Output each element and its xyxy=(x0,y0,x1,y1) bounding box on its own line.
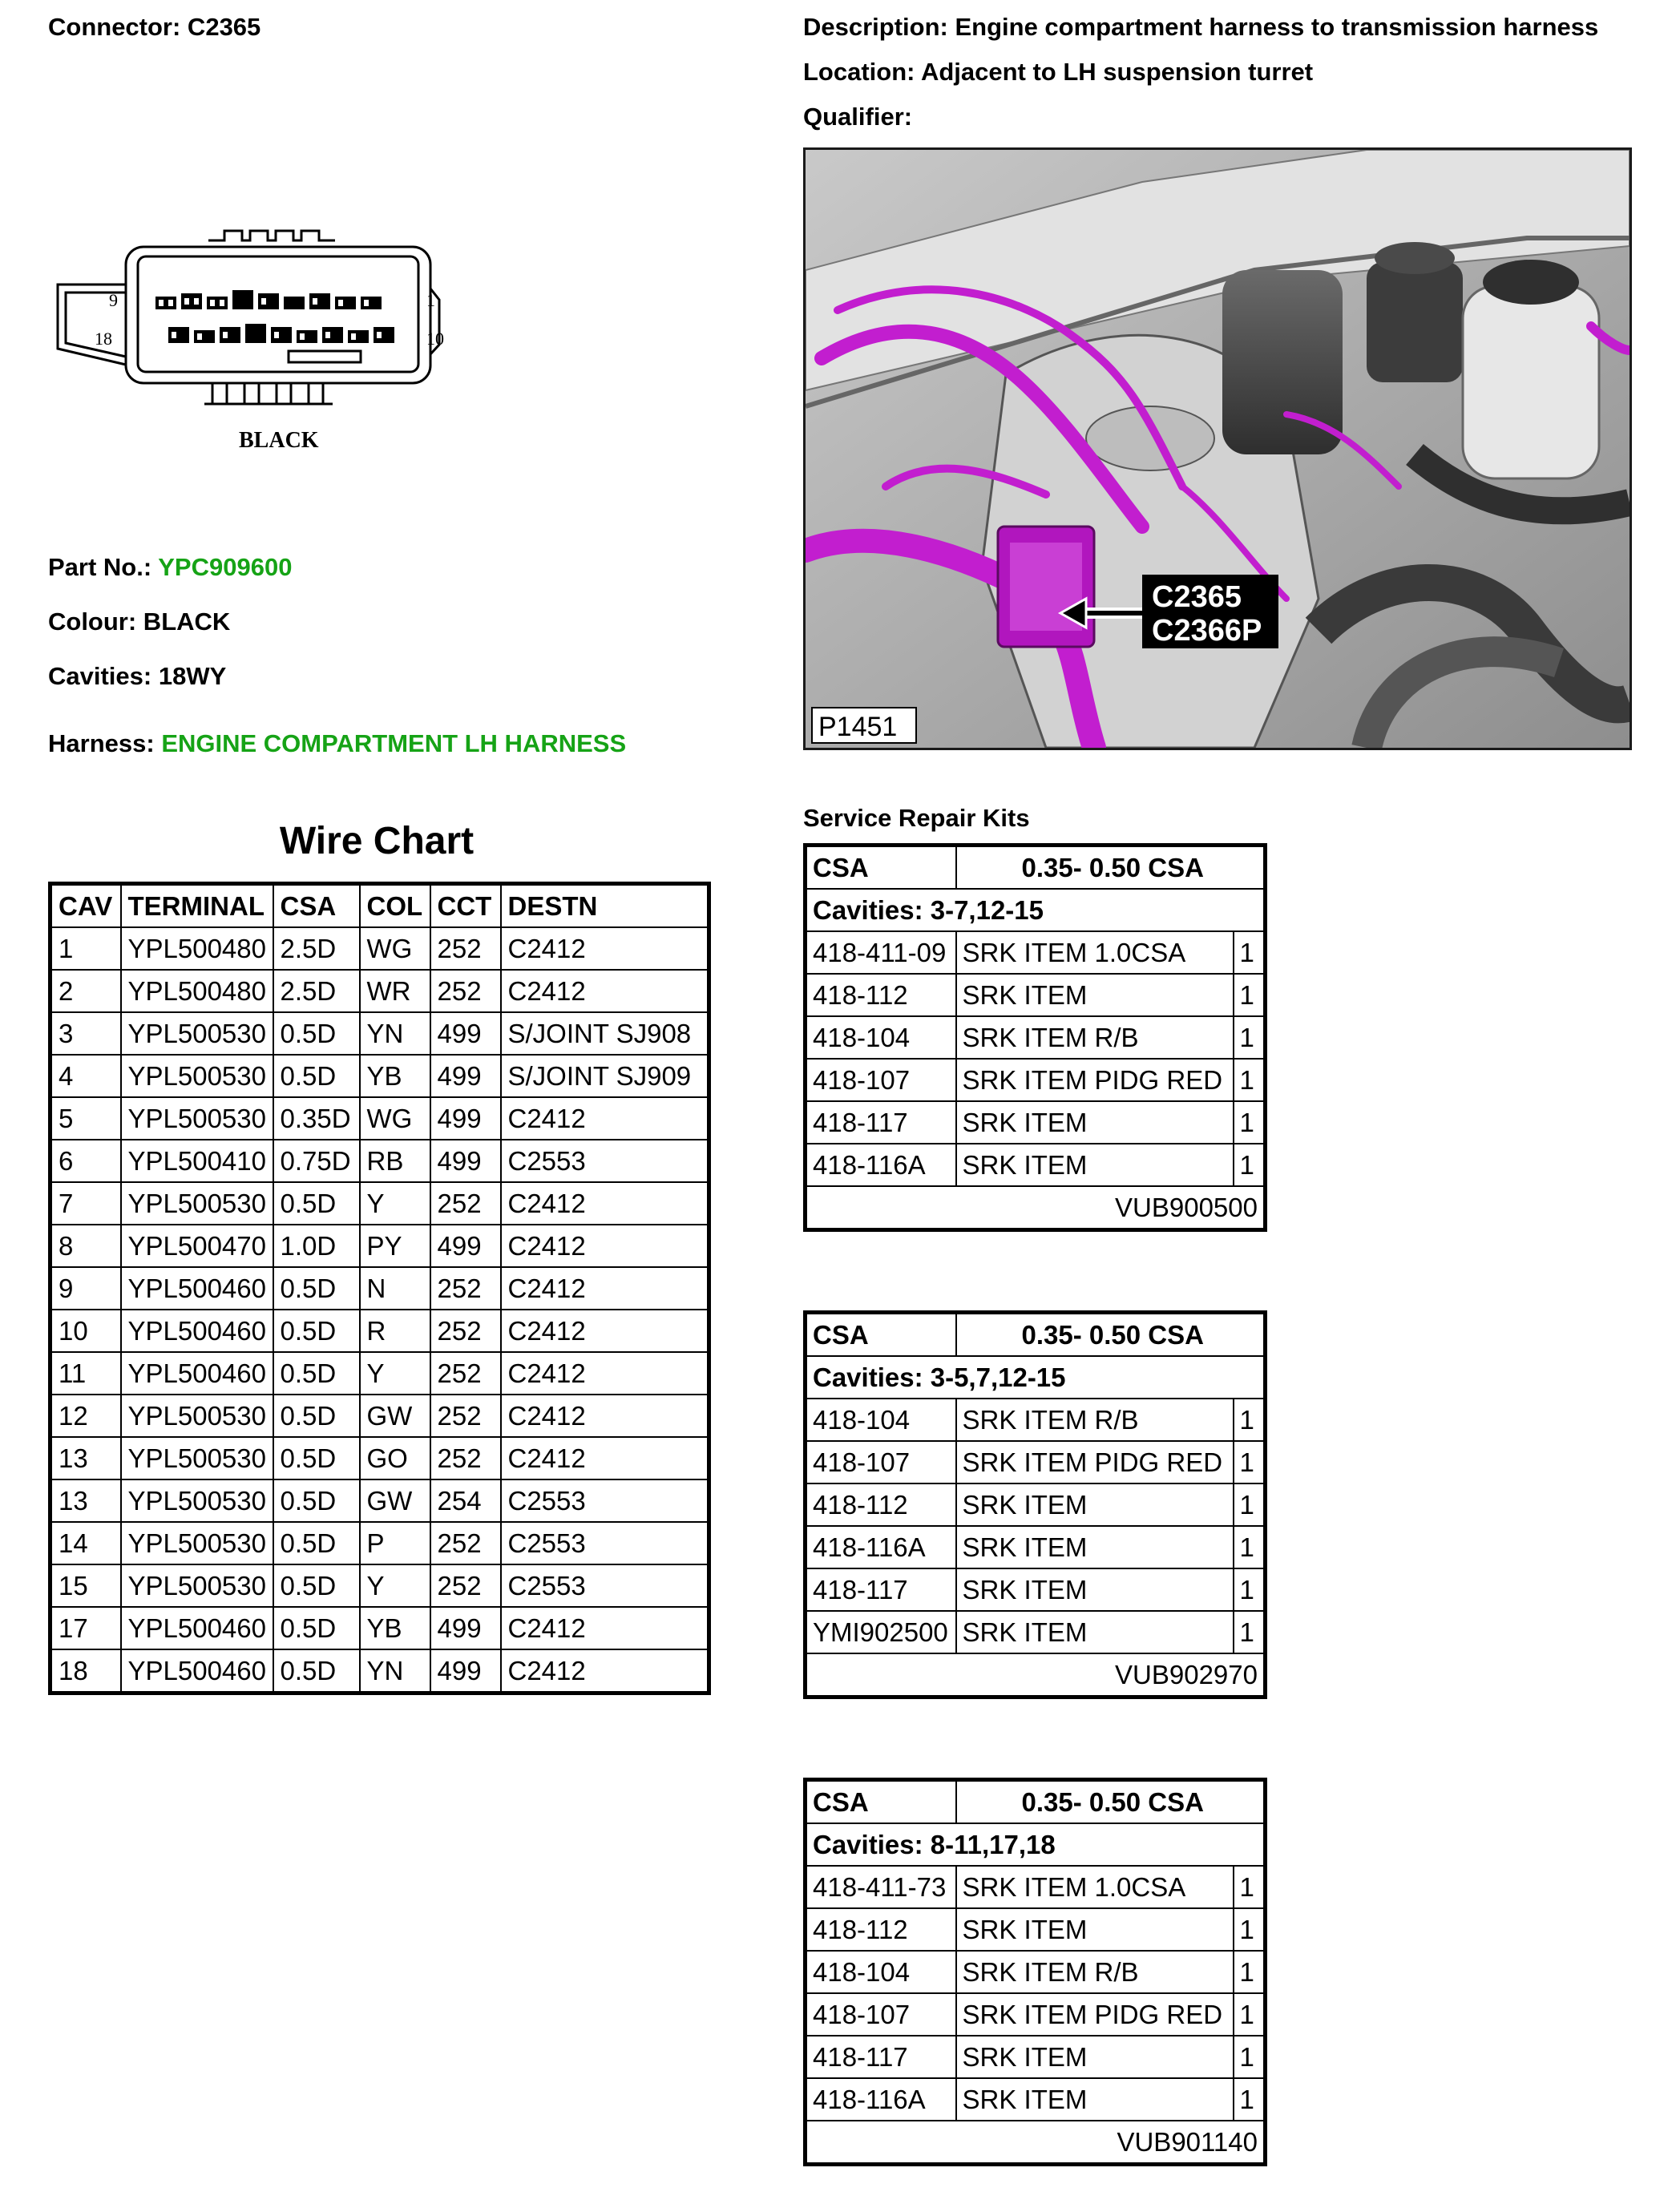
wire-chart-title: Wire Chart xyxy=(279,820,475,862)
cell-csa: 0.5D xyxy=(273,1055,360,1097)
cell-csa: 0.5D xyxy=(273,1267,360,1310)
connector-label: Connector: C2365 xyxy=(48,13,261,41)
kit-number-row xyxy=(806,2121,1266,2165)
cell-terminal: YPL500460 xyxy=(121,1310,273,1352)
kit-csa-value: 0.35- 0.50 CSA xyxy=(956,846,1266,890)
cell-cct: 252 xyxy=(430,1352,501,1395)
cell-csa: 0.75D xyxy=(273,1140,360,1182)
cell-csa: 0.5D xyxy=(273,1182,360,1225)
cell-csa: 0.5D xyxy=(273,1649,360,1693)
kit-item-row xyxy=(806,1016,1266,1059)
cell-cct: 252 xyxy=(430,1267,501,1310)
kit-item-part: 418-107 xyxy=(806,1441,956,1483)
cell-cav: 5 xyxy=(50,1097,121,1140)
kit-item-desc: SRK ITEM R/B xyxy=(956,1016,1234,1059)
cell-csa: 0.5D xyxy=(273,1564,360,1607)
kit-item-qty: 1 xyxy=(1234,931,1266,974)
cell-cct: 252 xyxy=(430,1437,501,1479)
cell-col: PY xyxy=(360,1225,430,1267)
kit-item-part: 418-112 xyxy=(806,974,956,1016)
cell-cct: 499 xyxy=(430,1225,501,1267)
kit-cavities: Cavities: 3-7,12-15 xyxy=(806,889,1266,931)
kit-item-desc: SRK ITEM xyxy=(956,1483,1234,1526)
kit-item-desc: SRK ITEM R/B xyxy=(956,1399,1234,1441)
cell-cct: 254 xyxy=(430,1479,501,1522)
kit-item-row xyxy=(806,1993,1266,2036)
kit-item-part: 418-411-73 xyxy=(806,1866,956,1908)
cell-terminal: YPL500530 xyxy=(121,1012,273,1055)
cell-csa: 0.5D xyxy=(273,1522,360,1564)
kit-item-row xyxy=(806,1483,1266,1526)
cell-destn: S/JOINT SJ908 xyxy=(501,1012,709,1055)
cell-cav: 11 xyxy=(50,1352,121,1395)
cell-csa: 0.5D xyxy=(273,1607,360,1649)
kit-item-qty: 1 xyxy=(1234,1993,1266,2036)
col-col-header: COL xyxy=(360,884,430,928)
kit-item-row xyxy=(806,1441,1266,1483)
cell-terminal: YPL500530 xyxy=(121,1522,273,1564)
cell-destn: C2553 xyxy=(501,1479,709,1522)
part-number-value: YPC909600 xyxy=(158,553,293,581)
kit-item-row xyxy=(806,1611,1266,1653)
kit-item-part: 418-116A xyxy=(806,1144,956,1186)
cell-csa: 0.5D xyxy=(273,1310,360,1352)
cell-terminal: YPL500530 xyxy=(121,1097,273,1140)
engine-bay-illustration xyxy=(806,150,1630,748)
colour-label: Colour: BLACK xyxy=(48,608,231,636)
col-cct-header: CCT xyxy=(430,884,501,928)
cell-destn: C2412 xyxy=(501,1649,709,1693)
cell-destn: C2553 xyxy=(501,1564,709,1607)
kit-csa-row xyxy=(806,846,1266,890)
kit-csa-row xyxy=(806,1780,1266,1824)
cell-csa: 2.5D xyxy=(273,927,360,970)
kit-item-part: 418-112 xyxy=(806,1483,956,1526)
cell-cav: 9 xyxy=(50,1267,121,1310)
cell-cct: 252 xyxy=(430,1395,501,1437)
cell-terminal: YPL500530 xyxy=(121,1437,273,1479)
cell-csa: 0.5D xyxy=(273,1352,360,1395)
kit-item-qty: 1 xyxy=(1234,1526,1266,1568)
kit-item-qty: 1 xyxy=(1234,1399,1266,1441)
cell-col: RB xyxy=(360,1140,430,1182)
cell-terminal: YPL500460 xyxy=(121,1267,273,1310)
kit-item-row xyxy=(806,931,1266,974)
kit-number-row xyxy=(806,1186,1266,1230)
kit-cavities: Cavities: 8-11,17,18 xyxy=(806,1823,1266,1866)
location-label: Location: Adjacent to LH suspension turret xyxy=(803,58,1314,86)
kit-number: VUB902970 xyxy=(806,1653,1266,1697)
kit-item-desc: SRK ITEM xyxy=(956,1568,1234,1611)
cell-col: YN xyxy=(360,1012,430,1055)
kit-item-row xyxy=(806,1866,1266,1908)
cell-cav: 6 xyxy=(50,1140,121,1182)
kit-item-part: 418-116A xyxy=(806,2078,956,2121)
cell-cct: 499 xyxy=(430,1140,501,1182)
connector-face-diagram xyxy=(48,216,449,473)
cell-cav: 13 xyxy=(50,1479,121,1522)
cell-col: Y xyxy=(360,1564,430,1607)
table-row xyxy=(50,1607,709,1649)
kit-item-desc: SRK ITEM PIDG RED xyxy=(956,1993,1234,2036)
kit-item-part: 418-117 xyxy=(806,1101,956,1144)
kit-item-row xyxy=(806,2078,1266,2121)
description-label: Description: Engine compartment harness to transmission harness xyxy=(803,13,1599,41)
kit-item-desc: SRK ITEM xyxy=(956,2036,1234,2078)
kit-item-row xyxy=(806,1399,1266,1441)
cavities-label: Cavities: 18WY xyxy=(48,662,227,690)
cell-destn: C2412 xyxy=(501,1395,709,1437)
table-row xyxy=(50,1097,709,1140)
cell-cct: 499 xyxy=(430,1649,501,1693)
repair-kit-table xyxy=(803,1778,1267,2166)
kit-item-part: 418-117 xyxy=(806,2036,956,2078)
cell-terminal: YPL500460 xyxy=(121,1352,273,1395)
kit-csa-label: CSA xyxy=(806,846,956,890)
cell-cct: 252 xyxy=(430,1182,501,1225)
photo-callout-c2365: C2365 xyxy=(1152,580,1242,614)
table-row xyxy=(50,1310,709,1352)
cell-col: YB xyxy=(360,1607,430,1649)
cell-cav: 13 xyxy=(50,1437,121,1479)
col-csa-header: CSA xyxy=(273,884,360,928)
cell-col: P xyxy=(360,1522,430,1564)
cell-cav: 2 xyxy=(50,970,121,1012)
kit-item-desc: SRK ITEM xyxy=(956,1144,1234,1186)
harness xyxy=(48,729,626,758)
cell-destn: C2412 xyxy=(501,1267,709,1310)
kit-item-row xyxy=(806,1059,1266,1101)
cell-col: GO xyxy=(360,1437,430,1479)
table-row xyxy=(50,1055,709,1097)
cell-terminal: YPL500470 xyxy=(121,1225,273,1267)
kit-item-desc: SRK ITEM xyxy=(956,1526,1234,1568)
cell-cav: 17 xyxy=(50,1607,121,1649)
cell-cct: 252 xyxy=(430,927,501,970)
cell-csa: 2.5D xyxy=(273,970,360,1012)
kit-item-part: 418-107 xyxy=(806,1993,956,2036)
table-row xyxy=(50,1395,709,1437)
kit-item-part: 418-104 xyxy=(806,1399,956,1441)
kit-number: VUB901140 xyxy=(806,2121,1266,2165)
kit-item-desc: SRK ITEM R/B xyxy=(956,1951,1234,1993)
kit-item-desc: SRK ITEM PIDG RED xyxy=(956,1441,1234,1483)
wire-chart-table xyxy=(48,882,711,1695)
col-destn-header: DESTN xyxy=(501,884,709,928)
cell-cct: 252 xyxy=(430,1310,501,1352)
cell-destn: C2412 xyxy=(501,1607,709,1649)
kit-item-desc: SRK ITEM xyxy=(956,1611,1234,1653)
kit-item-part: 418-112 xyxy=(806,1908,956,1951)
cell-col: WR xyxy=(360,970,430,1012)
cell-csa: 0.5D xyxy=(273,1395,360,1437)
kit-item-row xyxy=(806,974,1266,1016)
kit-item-qty: 1 xyxy=(1234,1059,1266,1101)
kit-item-part: 418-116A xyxy=(806,1526,956,1568)
kit-item-part: 418-411-09 xyxy=(806,931,956,974)
table-row xyxy=(50,1437,709,1479)
cell-terminal: YPL500410 xyxy=(121,1140,273,1182)
col-cav-header: CAV xyxy=(50,884,121,928)
kit-item-row xyxy=(806,1568,1266,1611)
repair-kit-table xyxy=(803,1310,1267,1699)
kit-number-row xyxy=(806,1653,1266,1697)
cell-terminal: YPL500530 xyxy=(121,1564,273,1607)
cell-col: R xyxy=(360,1310,430,1352)
pin-9-label: 9 xyxy=(109,290,118,310)
harness-value: ENGINE COMPARTMENT LH HARNESS xyxy=(161,729,627,757)
kit-item-desc: SRK ITEM xyxy=(956,1101,1234,1144)
kit-item-row xyxy=(806,1101,1266,1144)
cell-terminal: YPL500530 xyxy=(121,1395,273,1437)
pin-18-label: 18 xyxy=(95,329,112,349)
cell-cav: 4 xyxy=(50,1055,121,1097)
cell-col: WG xyxy=(360,927,430,970)
cell-destn: C2412 xyxy=(501,970,709,1012)
kit-number: VUB900500 xyxy=(806,1186,1266,1230)
pin-10-label: 10 xyxy=(426,329,444,349)
cell-destn: C2553 xyxy=(501,1522,709,1564)
kit-csa-label: CSA xyxy=(806,1313,956,1357)
kit-item-qty: 1 xyxy=(1234,1101,1266,1144)
cell-csa: 0.5D xyxy=(273,1479,360,1522)
kit-item-desc: SRK ITEM xyxy=(956,974,1234,1016)
kit-item-part: YMI902500 xyxy=(806,1611,956,1653)
kit-cavities-row xyxy=(806,1823,1266,1866)
harness-label: Harness: xyxy=(48,729,155,757)
kit-cavities-row xyxy=(806,889,1266,931)
kit-item-qty: 1 xyxy=(1234,1483,1266,1526)
cell-destn: S/JOINT SJ909 xyxy=(501,1055,709,1097)
table-row xyxy=(50,970,709,1012)
kit-item-row xyxy=(806,1951,1266,1993)
kit-item-desc: SRK ITEM 1.0CSA xyxy=(956,1866,1234,1908)
kit-item-desc: SRK ITEM PIDG RED xyxy=(956,1059,1234,1101)
cell-terminal: YPL500530 xyxy=(121,1055,273,1097)
cell-destn: C2553 xyxy=(501,1140,709,1182)
pin-1-label: 1 xyxy=(426,290,435,310)
cell-cct: 252 xyxy=(430,1564,501,1607)
cell-col: YB xyxy=(360,1055,430,1097)
table-row xyxy=(50,1140,709,1182)
cell-cav: 18 xyxy=(50,1649,121,1693)
cell-cct: 499 xyxy=(430,1055,501,1097)
cell-terminal: YPL500530 xyxy=(121,1479,273,1522)
cell-destn: C2412 xyxy=(501,1182,709,1225)
cell-col: Y xyxy=(360,1352,430,1395)
kit-item-qty: 1 xyxy=(1234,1568,1266,1611)
table-row xyxy=(50,1352,709,1395)
cell-col: N xyxy=(360,1267,430,1310)
kit-item-qty: 1 xyxy=(1234,1144,1266,1186)
kit-item-row xyxy=(806,2036,1266,2078)
kit-item-qty: 1 xyxy=(1234,1908,1266,1951)
col-terminal-header: TERMINAL xyxy=(121,884,273,928)
connector-colour-caption: BLACK xyxy=(239,428,319,453)
kit-item-desc: SRK ITEM xyxy=(956,1908,1234,1951)
cell-csa: 0.35D xyxy=(273,1097,360,1140)
cell-cct: 252 xyxy=(430,970,501,1012)
cell-cav: 10 xyxy=(50,1310,121,1352)
cell-csa: 0.5D xyxy=(273,1012,360,1055)
cell-cav: 3 xyxy=(50,1012,121,1055)
kit-csa-value: 0.35- 0.50 CSA xyxy=(956,1780,1266,1824)
cell-cct: 499 xyxy=(430,1097,501,1140)
table-row xyxy=(50,1267,709,1310)
kit-csa-value: 0.35- 0.50 CSA xyxy=(956,1313,1266,1357)
cell-csa: 1.0D xyxy=(273,1225,360,1267)
cell-destn: C2412 xyxy=(501,927,709,970)
cell-terminal: YPL500530 xyxy=(121,1182,273,1225)
kit-csa-row xyxy=(806,1313,1266,1357)
cell-cct: 252 xyxy=(430,1522,501,1564)
cell-cav: 12 xyxy=(50,1395,121,1437)
cell-terminal: YPL500460 xyxy=(121,1607,273,1649)
kit-item-qty: 1 xyxy=(1234,2036,1266,2078)
kit-item-desc: SRK ITEM 1.0CSA xyxy=(956,931,1234,974)
cell-cav: 14 xyxy=(50,1522,121,1564)
kit-item-qty: 1 xyxy=(1234,1441,1266,1483)
table-row xyxy=(50,1479,709,1522)
table-row xyxy=(50,1522,709,1564)
repair-kit-table xyxy=(803,843,1267,1232)
cell-col: Y xyxy=(360,1182,430,1225)
cell-cav: 8 xyxy=(50,1225,121,1267)
cell-destn: C2412 xyxy=(501,1225,709,1267)
kit-item-part: 418-117 xyxy=(806,1568,956,1611)
qualifier-label: Qualifier: xyxy=(803,103,913,131)
kit-cavities: Cavities: 3-5,7,12-15 xyxy=(806,1356,1266,1399)
part-number xyxy=(48,553,292,582)
kit-item-qty: 1 xyxy=(1234,1611,1266,1653)
cell-destn: C2412 xyxy=(501,1310,709,1352)
cell-col: WG xyxy=(360,1097,430,1140)
cell-destn: C2412 xyxy=(501,1437,709,1479)
kit-item-row xyxy=(806,1908,1266,1951)
cell-col: YN xyxy=(360,1649,430,1693)
cell-destn: C2412 xyxy=(501,1097,709,1140)
table-row xyxy=(50,1649,709,1693)
cell-terminal: YPL500480 xyxy=(121,970,273,1012)
kit-item-qty: 1 xyxy=(1234,2078,1266,2121)
kit-item-qty: 1 xyxy=(1234,1016,1266,1059)
cell-col: GW xyxy=(360,1479,430,1522)
cell-cav: 1 xyxy=(50,927,121,970)
service-repair-kits-title: Service Repair Kits xyxy=(803,804,1030,832)
kit-item-part: 418-104 xyxy=(806,1951,956,1993)
photo-callout-c2366p: C2366P xyxy=(1152,614,1262,648)
photo-figure-id: P1451 xyxy=(818,712,898,742)
table-row xyxy=(50,1225,709,1267)
kit-item-part: 418-104 xyxy=(806,1016,956,1059)
cell-terminal: YPL500460 xyxy=(121,1649,273,1693)
kit-item-qty: 1 xyxy=(1234,1951,1266,1993)
cell-csa: 0.5D xyxy=(273,1437,360,1479)
cell-cav: 15 xyxy=(50,1564,121,1607)
cell-cct: 499 xyxy=(430,1607,501,1649)
kit-item-row xyxy=(806,1526,1266,1568)
wire-chart-header-row xyxy=(50,884,709,928)
part-number-label: Part No.: xyxy=(48,553,152,581)
table-row xyxy=(50,1564,709,1607)
cell-col: GW xyxy=(360,1395,430,1437)
table-row xyxy=(50,927,709,970)
cell-destn: C2412 xyxy=(501,1352,709,1395)
table-row xyxy=(50,1182,709,1225)
kit-item-desc: SRK ITEM xyxy=(956,2078,1234,2121)
table-row xyxy=(50,1012,709,1055)
kit-item-qty: 1 xyxy=(1234,974,1266,1016)
kit-cavities-row xyxy=(806,1356,1266,1399)
kit-csa-label: CSA xyxy=(806,1780,956,1824)
location-photo xyxy=(803,147,1632,750)
kit-item-row xyxy=(806,1144,1266,1186)
kit-item-part: 418-107 xyxy=(806,1059,956,1101)
cell-terminal: YPL500480 xyxy=(121,927,273,970)
kit-item-qty: 1 xyxy=(1234,1866,1266,1908)
cell-cct: 499 xyxy=(430,1012,501,1055)
cell-cav: 7 xyxy=(50,1182,121,1225)
